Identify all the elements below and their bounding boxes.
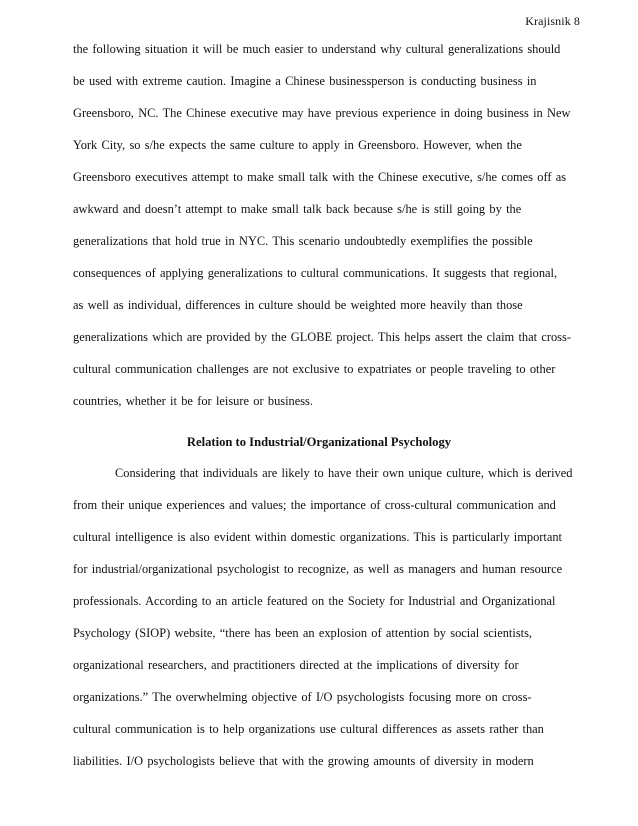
paragraph-line: liabilities. I/O psychologists believe that with the growing amounts of diversity in modern bbox=[73, 754, 534, 768]
section-heading: Relation to Industrial/Organizational Psychology bbox=[186, 435, 452, 449]
paragraph-line: consequences of applying generalizations to cultural communications. It suggests that regional, bbox=[73, 266, 558, 280]
paragraph-line: from their unique experiences and values; the importance of cross-cultural communication and bbox=[73, 498, 556, 512]
paragraph-line: generalizations that hold true in NYC. This scenario undoubtedly exemplifies the possible bbox=[73, 234, 533, 248]
paragraph-line: countries, whether it be for leisure or business. bbox=[73, 394, 313, 408]
paragraph-line: cultural communication is to help organizations use cultural differences as assets rather than bbox=[73, 722, 544, 736]
paragraph-line: be used with extreme caution. Imagine a Chinese businessperson is conducting business in bbox=[73, 74, 537, 88]
paragraph-line: generalizations which are provided by the GLOBE project. This helps assert the claim that cross- bbox=[73, 330, 571, 344]
paragraph-line: Greensboro executives attempt to make small talk with the Chinese executive, s/he comes off as bbox=[73, 170, 567, 184]
paragraph-line: professionals. According to an article featured on the Society for Industrial and Organizational bbox=[73, 594, 556, 608]
running-head: Krajisnik 8 bbox=[525, 14, 580, 28]
paragraph-line: Psychology (SIOP) website, “there has been an explosion of attention by social scientists, bbox=[73, 626, 532, 640]
paragraph-line: cultural communication challenges are not exclusive to expatriates or people traveling to other bbox=[73, 362, 556, 376]
paragraph-line: cultural intelligence is also evident within domestic organizations. This is particularly important bbox=[73, 530, 562, 544]
paragraph-line: as well as individual, differences in culture should be weighted more heavily than those bbox=[73, 298, 523, 312]
paragraph-line: York City, so s/he expects the same culture to apply in Greensboro. However, when the bbox=[73, 138, 522, 152]
paragraph-line: Greensboro, NC. The Chinese executive may have previous experience in doing business in New bbox=[73, 106, 571, 120]
paragraph-line: the following situation it will be much easier to understand why cultural generalizations should bbox=[73, 42, 561, 56]
paragraph-line: organizations.” The overwhelming objective of I/O psychologists focusing more on cross- bbox=[73, 690, 532, 704]
paragraph-line: Considering that individuals are likely to have their own unique culture, which is derived bbox=[115, 466, 573, 480]
paragraph-line: organizational researchers, and practitioners directed at the implications of diversity for bbox=[73, 658, 519, 672]
paragraph-line: for industrial/organizational psychologist to recognize, as well as managers and human resource bbox=[73, 562, 563, 576]
paragraph-line: awkward and doesn’t attempt to make small talk back because s/he is still going by the bbox=[73, 202, 522, 216]
